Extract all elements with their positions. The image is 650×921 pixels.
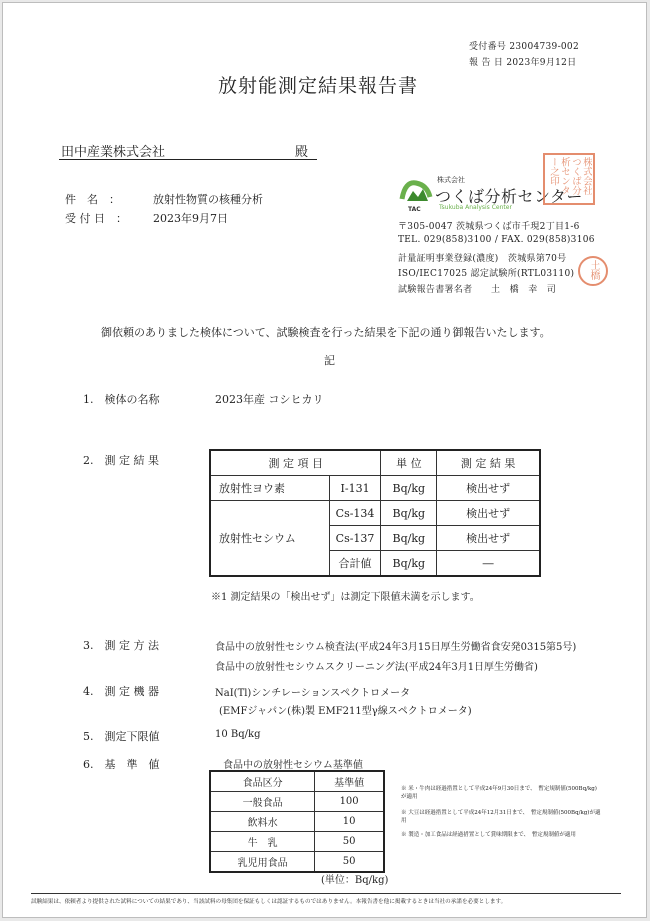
iodine-unit: Bq/kg [381, 476, 437, 501]
cs137-unit: Bq/kg [381, 526, 437, 551]
total-result: ― [437, 551, 540, 577]
receipt-number: 受付番号 23004739-002 [469, 42, 579, 52]
recipient-underline [59, 159, 317, 160]
report-page [2, 2, 647, 918]
method-line-2: 食品中の放射性セシウムスクリーニング法(平成24年3月1日厚生労働省) [215, 662, 538, 673]
report-signer: 試験報告書署名者 土 橋 幸 司 [398, 285, 557, 295]
cs134-nuclide: Cs-134 [329, 501, 381, 526]
iodine-name: 放射性ヨウ素 [210, 476, 329, 501]
results-table [209, 449, 541, 577]
cs134-result: 検出せず [437, 501, 540, 526]
results-header-row [210, 450, 540, 476]
company-english-name: Tsukuba Analysis Center [439, 204, 512, 211]
category-cell: 飲料水 [210, 812, 315, 832]
cs134-unit: Bq/kg [381, 501, 437, 526]
standards-note-3: ※ 製造・加工食品は経過措置として賞味期限まで、 暫定規制値が適用 [401, 832, 576, 838]
signer-seal: 土橋 [578, 256, 608, 286]
total-label: 合計値 [329, 551, 381, 577]
section3-label: 3. 測 定 方 法 [83, 639, 159, 652]
table-row [210, 476, 540, 501]
standards-note-1: ※ 米・牛肉は経過措置として平成24年9月30日まで、 暫定規制値(500Bq/kg)が適用 [401, 786, 597, 800]
section4-label: 4. 測 定 機 器 [83, 685, 159, 698]
page-title: 放射能測定結果報告書 [218, 75, 419, 97]
company-logo-icon [399, 177, 433, 207]
table-row [210, 832, 384, 852]
recipient-name: 田中産業株式会社 [61, 145, 166, 160]
header-limit: 基準値 [315, 771, 384, 792]
standards-caption: 食品中の放射性セシウム基準値 [223, 760, 363, 771]
report-date: 報 告 日 2023年9月12日 [469, 58, 577, 68]
subject-value: 放射性物質の核種分析 [153, 193, 263, 206]
received-date-value: 2023年9月7日 [153, 212, 228, 225]
method-line-1: 食品中の放射性セシウム検査法(平成24年3月15日厚生労働省食安発0315第5号) [215, 642, 577, 653]
results-note: ※1 測定結果の「検出せず」は測定下限値未満を示します。 [211, 592, 480, 603]
table-row [210, 852, 384, 873]
company-logo-text: TAC [408, 206, 421, 213]
header-category: 食品区分 [210, 771, 315, 792]
registration-line: 計量証明事業登録(濃度) 茨城県第70号 [398, 254, 567, 264]
table-row [210, 501, 540, 526]
cs137-nuclide: Cs-137 [329, 526, 381, 551]
category-cell: 一般食品 [210, 792, 315, 812]
cesium-name: 放射性セシウム [210, 501, 329, 577]
instrument-line-1: NaI(Tl)シンチレーションスペクトロメータ [215, 688, 411, 699]
company-prefix: 株式会社 [437, 176, 465, 184]
section1-label: 1. 検体の名称 [83, 393, 160, 406]
footer-divider [31, 893, 621, 894]
received-date-label: 受 付 日 ： [65, 212, 127, 225]
limit-cell: 50 [315, 852, 384, 873]
table-row [210, 792, 384, 812]
intro-text: 御依頼のありました検体について、試験検査を行った結果を下記の通り御報告いたします。 [101, 326, 551, 339]
category-cell: 乳児用食品 [210, 852, 315, 873]
section6-label: 6. 基 準 値 [83, 758, 160, 771]
standards-unit: (単位：Bq/kg) [321, 875, 389, 886]
recipient-honorific: 殿 [295, 145, 309, 160]
header-result: 測 定 結 果 [437, 450, 540, 476]
standards-table [209, 770, 385, 873]
cs137-result: 検出せず [437, 526, 540, 551]
company-tel-fax: TEL. 029(858)3100 / FAX. 029(858)3106 [398, 235, 595, 245]
detection-limit: 10 Bq/kg [215, 729, 261, 740]
iodine-result: 検出せず [437, 476, 540, 501]
total-unit: Bq/kg [381, 551, 437, 577]
subject-label: 件 名 ： [65, 193, 120, 206]
iso-accreditation: ISO/IEC17025 認定試験所(RTL03110) [398, 269, 575, 279]
footer-disclaimer: 試験結果は、依頼者より提供された試料についての結果であり、当該試料の母集団を保証もしくは認証するものではありません。本報告書を他に掲載するときは当社の承諾を必要とします。 [31, 899, 507, 905]
table-row [210, 812, 384, 832]
limit-cell: 100 [315, 792, 384, 812]
category-cell: 牛 乳 [210, 832, 315, 852]
company-seal: 株式会社つくば分析センター之印 [543, 153, 595, 205]
limit-cell: 10 [315, 812, 384, 832]
company-address: 〒305-0047 茨城県つくば市千現2丁目1-6 [398, 222, 580, 232]
limit-cell: 50 [315, 832, 384, 852]
ki-mark: 記 [324, 354, 335, 367]
section5-label: 5. 測定下限値 [83, 730, 160, 743]
sample-name: 2023年産 コシヒカリ [215, 393, 324, 406]
instrument-line-2: (EMFジャパン(株)製 EMF211型γ線スペクトロメータ) [219, 706, 472, 717]
standards-note-2: ※ 大豆は経過措置として平成24年12月31日まで、 暫定規制値(500Bq/kg)が適用 [401, 810, 601, 824]
iodine-nuclide: I-131 [329, 476, 381, 501]
header-item: 測 定 項 目 [210, 450, 381, 476]
standards-header-row [210, 771, 384, 792]
header-unit: 単 位 [381, 450, 437, 476]
section2-label: 2. 測 定 結 果 [83, 454, 159, 467]
company-name: つくば分析センター [435, 187, 583, 206]
